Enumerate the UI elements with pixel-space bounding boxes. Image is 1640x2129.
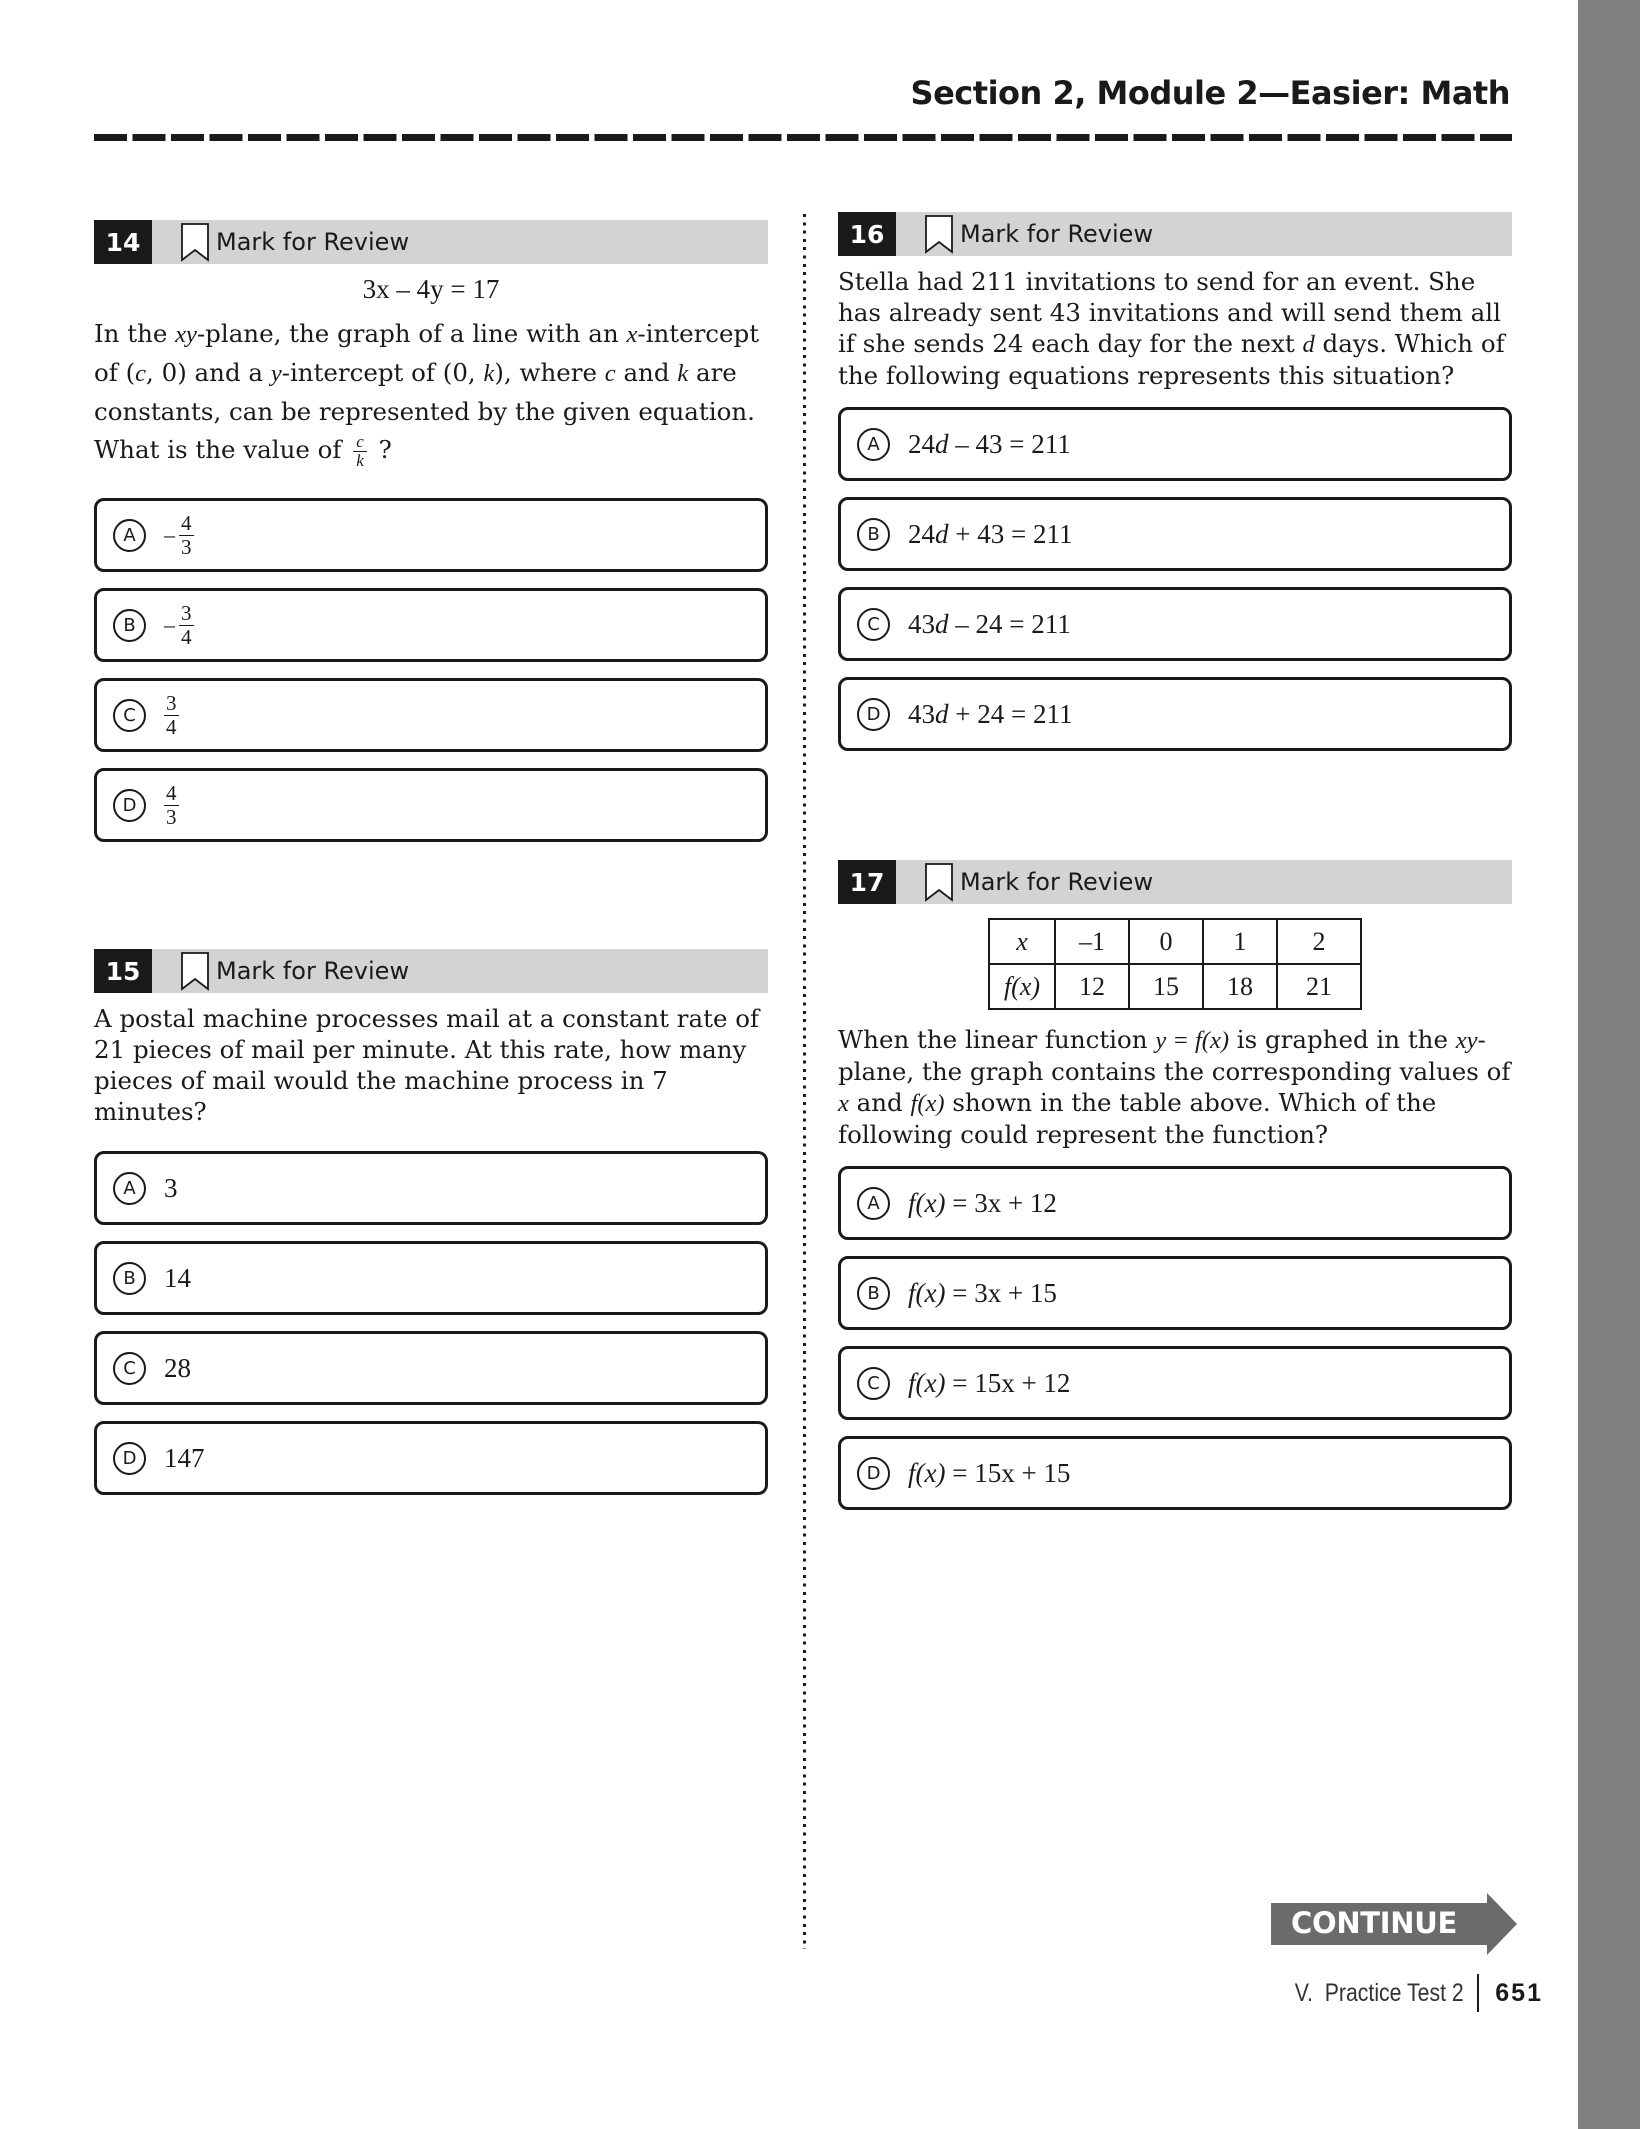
fraction-denominator: k [356,451,364,470]
function-rhs: = 3x + 12 [945,1187,1057,1218]
fraction-numerator: c [353,433,367,452]
fraction [179,602,194,649]
stem-text: -plane, the graph contains the corresponding values of [838,1025,1511,1086]
choice-a[interactable] [94,1151,768,1225]
stem-text: , 0) and a [146,358,271,387]
fraction-numerator: 4 [181,510,192,535]
table-row-x [989,919,1361,964]
variable: d [935,428,949,459]
fraction [164,692,179,739]
choice-value [164,602,194,649]
choice-d[interactable] [838,1436,1512,1510]
question-header [838,212,1512,256]
fraction-denominator: 3 [181,534,192,559]
choice-letter-a: A [857,428,890,461]
choice-value [908,1188,1057,1219]
stem-math: f(x) [910,1090,945,1117]
table-cell: 15 [1129,964,1203,1009]
answer-choices [94,1151,768,1495]
variable: d [935,698,949,729]
mark-for-review-button[interactable]: Mark for Review [216,957,410,985]
stem-var: x [838,1090,849,1117]
table-row-label: x [989,919,1055,964]
choice-c[interactable] [838,587,1512,661]
choice-b[interactable] [838,497,1512,571]
continue-label: CONTINUE [1291,1906,1458,1940]
choice-b[interactable] [94,588,768,662]
variable: d [935,518,949,549]
fraction-denominator: 4 [181,624,192,649]
table-cell: 12 [1055,964,1129,1009]
function-lhs: f(x) [908,1277,946,1308]
choice-letter-b: B [113,1262,146,1295]
choice-value [908,1368,1070,1399]
choice-letter-a: A [857,1187,890,1220]
answer-choices [838,407,1512,751]
table-cell: 21 [1277,964,1361,1009]
page-edge-band [1578,0,1640,2129]
stem-var: xy [175,321,197,348]
function-lhs: f(x) [908,1367,946,1398]
stem-text: -plane, the graph of a line with an [196,319,627,348]
stem-math: y = f(x) [1155,1027,1229,1054]
choice-letter-a: A [113,1172,146,1205]
stem-text: is graphed in the [1229,1025,1456,1054]
stem-var: y [270,360,282,387]
stem-text: shown in the table above. Which of the following could represent the function? [838,1088,1437,1149]
expression-rest: + 24 = 211 [948,698,1073,729]
choice-letter-c: C [113,1352,146,1385]
question-stem [838,266,1512,391]
choice-letter-d: D [857,698,890,731]
footer-part-label: V. Practice Test 2 [1294,1978,1464,2007]
question-header [94,949,768,993]
choice-value [908,609,1071,640]
stem-var: k [677,360,689,387]
choice-value [908,699,1072,730]
stem-text: and [615,358,678,387]
choice-value: 147 [164,1442,205,1473]
mark-for-review-button[interactable]: Mark for Review [216,228,410,256]
equation-text: 3x – 4y = 17 [362,274,500,304]
choice-letter-d: D [857,1457,890,1490]
function-rhs: = 3x + 15 [945,1277,1057,1308]
choice-letter-b: B [857,1277,890,1310]
question-14 [94,220,768,858]
choice-letter-c: C [113,699,146,732]
mark-for-review-button[interactable]: Mark for Review [960,220,1154,248]
question-stem: A postal machine processes mail at a constant rate of 21 pieces of mail per minute. At this rate, how many pieces of mail would the machine process in 7 minutes? [94,1004,760,1126]
function-rhs: = 15x + 15 [945,1457,1071,1488]
stem-var: x [626,321,638,348]
answer-choices [838,1166,1512,1510]
choice-a[interactable] [838,407,1512,481]
table-cell: 18 [1203,964,1277,1009]
choice-b[interactable] [838,1256,1512,1330]
table-cell: 0 [1129,919,1203,964]
choice-value: 3 [164,1172,178,1203]
header-dashed-rule [94,134,1512,141]
bookmark-icon[interactable] [180,222,210,262]
stem-text: When the linear function [838,1025,1156,1054]
stem-text: In the [94,319,176,348]
mark-for-review-button[interactable]: Mark for Review [960,868,1154,896]
stem-text: days. Which of the following equations represents this situation? [838,329,1505,390]
fraction-numerator: 3 [166,690,177,715]
question-header [838,860,1512,904]
choice-letter-b: B [113,609,146,642]
question-stem [838,1024,1512,1150]
stem-text: ), where [494,358,605,387]
function-table [988,918,1362,1010]
choice-value [908,519,1072,550]
choice-c[interactable] [94,1331,768,1405]
question-16 [838,212,1512,767]
choice-a[interactable] [94,498,768,572]
choice-value [164,512,194,559]
coefficient: 43 [908,608,935,639]
stem-text: are constants, can be represented by the given equation. What is the value of [94,358,755,464]
choice-a[interactable] [838,1166,1512,1240]
continue-button[interactable] [1271,1893,1521,1955]
choice-d[interactable] [94,768,768,842]
choice-value [908,429,1071,460]
stem-text: ? [370,435,392,464]
function-lhs: f(x) [908,1457,946,1488]
fraction-denominator: 4 [166,714,177,739]
choice-d[interactable] [94,1421,768,1495]
choice-d[interactable] [838,677,1512,751]
question-number: 15 [94,949,152,993]
question-number: 14 [94,220,152,264]
fraction [179,512,194,559]
fraction-c-over-k [353,433,367,470]
choice-value: 28 [164,1352,191,1383]
question-number: 16 [838,212,896,256]
choice-letter-d: D [113,1442,146,1475]
expression-rest: + 43 = 211 [948,518,1073,549]
minus-sign: – [164,612,175,637]
page-footer [1265,1972,1543,2014]
column-divider [803,214,806,1949]
variable: d [935,608,949,639]
fraction-denominator: 3 [166,804,177,829]
function-lhs: f(x) [908,1187,946,1218]
question-17 [838,860,1512,1526]
stem-var: xy [1455,1027,1478,1054]
choice-c[interactable] [838,1346,1512,1420]
stem-var: d [1302,331,1315,358]
stem-var: c [135,360,147,387]
bookmark-icon[interactable] [924,862,954,902]
choice-value [908,1278,1057,1309]
choice-letter-c: C [857,1367,890,1400]
stem-var: k [483,360,495,387]
choice-letter-a: A [113,519,146,552]
table-cell: 2 [1277,919,1361,964]
choice-value [164,782,179,829]
minus-sign: – [164,522,175,547]
choice-c[interactable] [94,678,768,752]
fraction-numerator: 3 [181,600,192,625]
stem-var: c [604,360,616,387]
question-number: 17 [838,860,896,904]
expression-rest: – 43 = 211 [948,428,1071,459]
table-row-label: f(x) [989,964,1055,1009]
table-cell: –1 [1055,919,1129,964]
coefficient: 43 [908,698,935,729]
fraction [164,782,179,829]
choice-value: 14 [164,1262,191,1293]
coefficient: 24 [908,518,935,549]
page-number: 651 [1495,1978,1543,2007]
question-15 [94,949,768,1511]
footer-separator [1477,1974,1479,2012]
section-title: Section 2, Module 2—Easier: Math [910,74,1510,112]
bookmark-icon[interactable] [924,214,954,254]
fraction-numerator: 4 [166,780,177,805]
answer-choices [94,498,768,842]
choice-b[interactable] [94,1241,768,1315]
table-cell: 1 [1203,919,1277,964]
question-header [94,220,768,264]
bookmark-icon[interactable] [180,951,210,991]
choice-letter-b: B [857,518,890,551]
expression-rest: – 24 = 211 [948,608,1071,639]
stem-text: and [848,1088,911,1117]
given-equation [94,274,768,305]
coefficient: 24 [908,428,935,459]
stem-text: -intercept of (0, [281,358,484,387]
stem-text: Stella had 211 invitations to send for an event. She has already sent 43 invitations and will send them all if she sends 24 each day for the next [838,267,1501,358]
stem-text: -intercept of ( [94,319,760,387]
choice-letter-c: C [857,608,890,641]
question-stem [94,315,768,470]
choice-letter-d: D [113,789,146,822]
choice-value [908,1458,1070,1489]
table-row-fx [989,964,1361,1009]
choice-value [164,692,179,739]
function-rhs: = 15x + 12 [945,1367,1071,1398]
